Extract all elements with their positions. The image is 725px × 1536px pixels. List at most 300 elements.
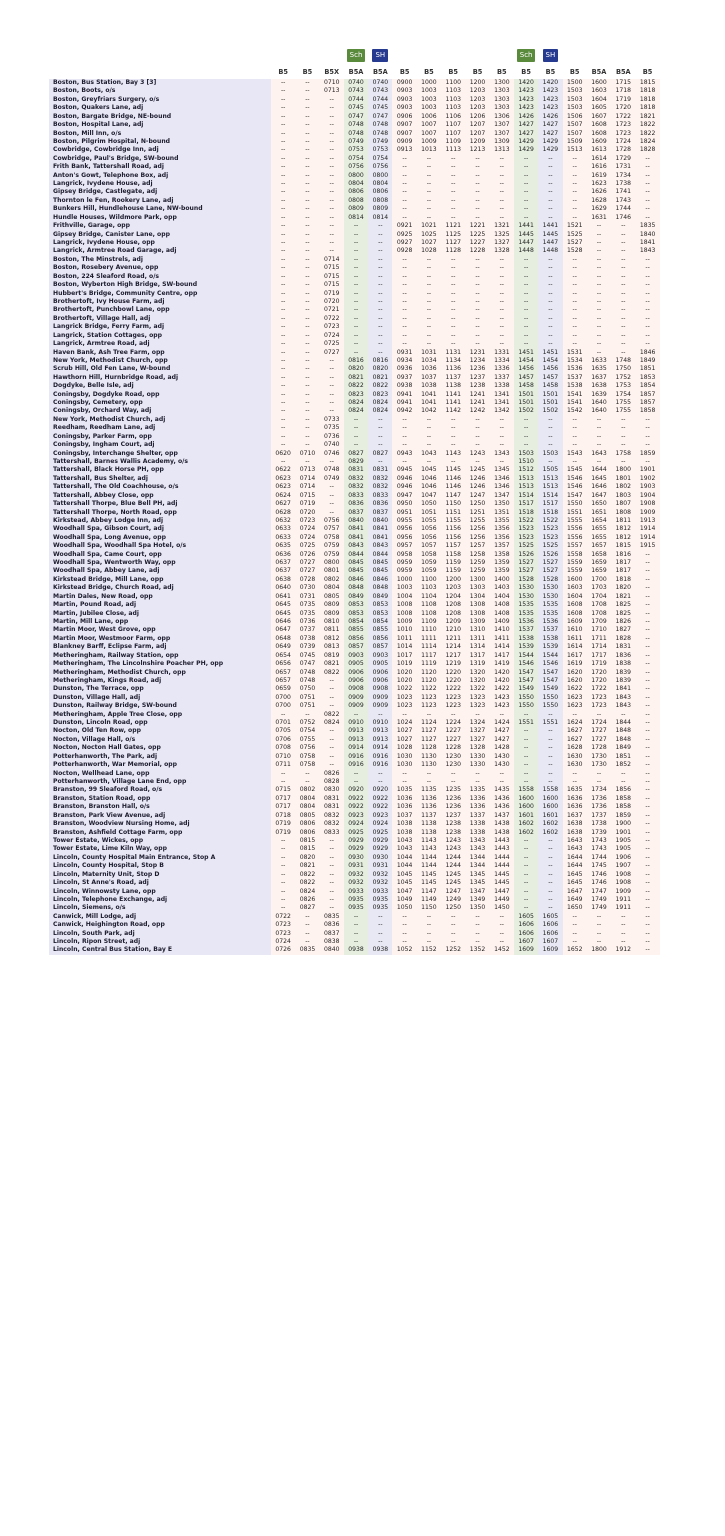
departure-time: -- <box>635 694 659 702</box>
departure-time: 1549 <box>538 685 562 693</box>
departure-time: -- <box>320 871 344 879</box>
departure-time: 1608 <box>563 610 587 618</box>
departure-time: -- <box>295 231 319 239</box>
departure-time: 1852 <box>611 761 635 769</box>
departure-time: 1527 <box>538 559 562 567</box>
departure-time: -- <box>271 273 295 281</box>
departure-time: 1644 <box>587 466 611 474</box>
departure-time: 1738 <box>587 820 611 828</box>
timetable-row <box>49 862 660 870</box>
departure-time: 1816 <box>611 551 635 559</box>
departure-time: 1507 <box>563 130 587 138</box>
departure-time: -- <box>392 332 416 340</box>
departure-time: -- <box>635 559 659 567</box>
departure-time: -- <box>344 290 368 298</box>
departure-time: -- <box>538 180 562 188</box>
departure-time: 1458 <box>538 382 562 390</box>
stop-name: Dunston, The Terrace, opp <box>49 685 271 693</box>
departure-time: -- <box>611 458 635 466</box>
departure-time: 1359 <box>490 567 514 575</box>
departure-time: -- <box>320 391 344 399</box>
departure-time: 1323 <box>465 694 489 702</box>
departure-time: 1058 <box>417 551 441 559</box>
departure-time: 1145 <box>417 879 441 887</box>
departure-time: -- <box>295 938 319 946</box>
departure-time: 0809 <box>344 205 368 213</box>
departure-time: -- <box>320 130 344 138</box>
departure-time: -- <box>320 854 344 862</box>
departure-time: 0809 <box>320 601 344 609</box>
route-number: B5 <box>271 65 295 79</box>
departure-time: 0719 <box>295 500 319 508</box>
departure-time: 1344 <box>465 862 489 870</box>
departure-time: 1645 <box>563 879 587 887</box>
departure-time: -- <box>538 315 562 323</box>
departure-time: 1122 <box>417 685 441 693</box>
departure-time: 1203 <box>441 584 465 592</box>
timetable-row <box>49 273 660 281</box>
departure-time: 1227 <box>465 239 489 247</box>
departure-time: 0931 <box>392 349 416 357</box>
departure-time: -- <box>563 433 587 441</box>
departure-time: 1311 <box>465 635 489 643</box>
timetable-row <box>49 677 660 685</box>
departure-time: -- <box>635 896 659 904</box>
departure-time: 1427 <box>514 130 538 138</box>
departure-time: 1010 <box>392 626 416 634</box>
departure-time: 1208 <box>441 610 465 618</box>
departure-time: 1550 <box>563 500 587 508</box>
stop-name: Coningsby, Parker Farm, opp <box>49 433 271 441</box>
timetable-row <box>49 854 660 862</box>
departure-time: -- <box>465 323 489 331</box>
departure-time: 0821 <box>344 374 368 382</box>
stop-name: New York, Methodist Church, opp <box>49 357 271 365</box>
stop-name: Cowbridge, Paul's Bridge, SW-bound <box>49 155 271 163</box>
departure-time: -- <box>320 113 344 121</box>
departure-time: 1525 <box>563 231 587 239</box>
stop-name: Brothertoft, Village Hall, adj <box>49 315 271 323</box>
departure-time: -- <box>441 711 465 719</box>
departure-time: 1807 <box>611 500 635 508</box>
departure-time: -- <box>271 837 295 845</box>
departure-time: 0930 <box>344 854 368 862</box>
departure-time: -- <box>514 753 538 761</box>
timetable-row <box>49 222 660 230</box>
departure-time: -- <box>490 281 514 289</box>
departure-time: -- <box>514 416 538 424</box>
departure-time: 0848 <box>368 584 392 592</box>
departure-time: -- <box>295 323 319 331</box>
departure-time: -- <box>271 382 295 390</box>
departure-time: 0701 <box>271 719 295 727</box>
departure-time: 0835 <box>295 946 319 954</box>
departure-time: -- <box>465 188 489 196</box>
timetable-row <box>49 315 660 323</box>
departure-time: 1546 <box>514 660 538 668</box>
route-number: B5 <box>490 65 514 79</box>
stop-name: Metheringham, Kings Road, adj <box>49 677 271 685</box>
departure-time: -- <box>514 845 538 853</box>
departure-time: -- <box>635 778 659 786</box>
departure-time: 1336 <box>465 795 489 803</box>
departure-time: 1710 <box>587 626 611 634</box>
departure-time: 1914 <box>635 525 659 533</box>
departure-time: -- <box>295 290 319 298</box>
departure-time: -- <box>320 163 344 171</box>
departure-time: 0905 <box>368 660 392 668</box>
departure-time: 0800 <box>368 172 392 180</box>
departure-time: 1526 <box>538 551 562 559</box>
departure-time: 1210 <box>441 626 465 634</box>
departure-time: 1130 <box>417 761 441 769</box>
departure-time: -- <box>514 896 538 904</box>
departure-time: 1008 <box>392 610 416 618</box>
departure-time: 0833 <box>368 492 392 500</box>
stop-name: Woodhall Spa, Long Avenue, opp <box>49 534 271 542</box>
departure-time: -- <box>635 172 659 180</box>
timetable-row <box>49 736 660 744</box>
departure-time: -- <box>320 96 344 104</box>
departure-time: 1420 <box>538 79 562 87</box>
departure-time: 1227 <box>441 736 465 744</box>
departure-time: -- <box>368 441 392 449</box>
departure-time: 1303 <box>490 96 514 104</box>
departure-time: 1643 <box>563 845 587 853</box>
departure-time: 0922 <box>368 795 392 803</box>
departure-time: 1802 <box>611 483 635 491</box>
departure-time: 1203 <box>465 87 489 95</box>
timetable-row <box>49 660 660 668</box>
departure-time: -- <box>344 256 368 264</box>
departure-time: 0743 <box>368 87 392 95</box>
departure-time: 1447 <box>538 239 562 247</box>
departure-time: 1043 <box>392 845 416 853</box>
departure-time: 1314 <box>465 643 489 651</box>
departure-time: -- <box>514 315 538 323</box>
departure-time: 1044 <box>392 862 416 870</box>
departure-time: 0946 <box>392 483 416 491</box>
departure-time: -- <box>417 298 441 306</box>
departure-time: 0745 <box>368 104 392 112</box>
departure-time: 1223 <box>441 694 465 702</box>
stop-name: Tattershall, Black Horse PH, opp <box>49 466 271 474</box>
departure-time: 1846 <box>635 349 659 357</box>
departure-time: 0837 <box>344 509 368 517</box>
departure-time: 1854 <box>635 382 659 390</box>
timetable-row <box>49 635 660 643</box>
departure-time: 1027 <box>392 736 416 744</box>
departure-time: 0753 <box>368 146 392 154</box>
departure-time: -- <box>538 879 562 887</box>
departure-time: -- <box>514 205 538 213</box>
departure-time: -- <box>271 298 295 306</box>
departure-time: 0801 <box>320 567 344 575</box>
departure-time: 1720 <box>587 669 611 677</box>
departure-time: 0823 <box>368 391 392 399</box>
timetable-row <box>49 770 660 778</box>
departure-time: 1235 <box>441 786 465 794</box>
departure-time: 1246 <box>465 475 489 483</box>
departure-time: 1723 <box>611 121 635 129</box>
departure-time: 0845 <box>344 559 368 567</box>
departure-time: 1145 <box>417 871 441 879</box>
departure-time: 1307 <box>490 121 514 129</box>
departure-time: 0838 <box>320 938 344 946</box>
departure-time: 1024 <box>392 719 416 727</box>
departure-time: 0957 <box>392 542 416 550</box>
departure-time: -- <box>514 871 538 879</box>
departure-time: 1528 <box>514 576 538 584</box>
stop-name: Lincoln, St Anne's Road, adj <box>49 879 271 887</box>
departure-time: -- <box>271 281 295 289</box>
departure-time: 0909 <box>344 702 368 710</box>
departure-time: 1543 <box>563 450 587 458</box>
badge-cell <box>368 47 392 65</box>
departure-time: 1824 <box>635 138 659 146</box>
departure-time: 1522 <box>538 517 562 525</box>
departure-time: 1651 <box>587 509 611 517</box>
departure-time: 1526 <box>514 551 538 559</box>
departure-time: 0719 <box>271 820 295 828</box>
departure-time: 1436 <box>490 803 514 811</box>
departure-time: 0837 <box>320 930 344 938</box>
departure-time: -- <box>538 273 562 281</box>
departure-time: 1547 <box>538 669 562 677</box>
departure-time: -- <box>635 298 659 306</box>
departure-time: 0722 <box>271 913 295 921</box>
departure-time: 1501 <box>514 399 538 407</box>
departure-time: -- <box>538 778 562 786</box>
departure-time: 1047 <box>392 888 416 896</box>
departure-time: 0721 <box>320 306 344 314</box>
stop-name: Tower Estate, Lime Kiln Way, opp <box>49 845 271 853</box>
departure-time: 1417 <box>490 652 514 660</box>
departure-time: 1607 <box>538 938 562 946</box>
departure-time: -- <box>417 458 441 466</box>
timetable-row <box>49 702 660 710</box>
departure-time: 0922 <box>344 795 368 803</box>
departure-time: 0726 <box>295 551 319 559</box>
departure-time: -- <box>295 399 319 407</box>
departure-time: 1611 <box>563 635 587 643</box>
departure-time: 1531 <box>563 349 587 357</box>
timetable-row <box>49 433 660 441</box>
departure-time: 1728 <box>611 146 635 154</box>
stop-name: Boston, Mill Inn, o/s <box>49 130 271 138</box>
departure-time: -- <box>587 290 611 298</box>
departure-time: -- <box>465 711 489 719</box>
departure-time: 0831 <box>320 795 344 803</box>
departure-time: -- <box>635 593 659 601</box>
departure-time: -- <box>587 323 611 331</box>
departure-time: -- <box>635 433 659 441</box>
stop-name: Boston, Boots, o/s <box>49 87 271 95</box>
departure-time: 0815 <box>295 845 319 853</box>
departure-time: -- <box>295 382 319 390</box>
departure-time: -- <box>635 256 659 264</box>
departure-time: -- <box>538 871 562 879</box>
departure-time: -- <box>635 315 659 323</box>
departure-time: 1000 <box>392 576 416 584</box>
departure-time: -- <box>271 374 295 382</box>
departure-time: 1536 <box>538 618 562 626</box>
departure-time: 0906 <box>344 677 368 685</box>
departure-time: -- <box>271 96 295 104</box>
departure-time: -- <box>417 930 441 938</box>
departure-time: 1844 <box>611 719 635 727</box>
departure-time: 1501 <box>514 391 538 399</box>
stop-name: Kirkstead, Abbey Lodge Inn, adj <box>49 517 271 525</box>
departure-time: -- <box>490 155 514 163</box>
departure-time: 1237 <box>441 812 465 820</box>
departure-time: -- <box>514 711 538 719</box>
departure-time: 0822 <box>295 879 319 887</box>
departure-time: 0715 <box>295 492 319 500</box>
departure-time: 0935 <box>344 896 368 904</box>
departure-time: -- <box>538 155 562 163</box>
departure-time: -- <box>490 416 514 424</box>
departure-time: 1643 <box>587 450 611 458</box>
departure-time: 1803 <box>611 492 635 500</box>
departure-time: 1445 <box>490 879 514 887</box>
departure-time: -- <box>587 433 611 441</box>
departure-time: 1003 <box>417 104 441 112</box>
departure-time: -- <box>514 904 538 912</box>
departure-time: 1904 <box>635 492 659 500</box>
timetable-row <box>49 87 660 95</box>
timetable-row <box>49 172 660 180</box>
departure-time: 1137 <box>441 374 465 382</box>
departure-time: 1457 <box>538 374 562 382</box>
departure-time: 0624 <box>271 492 295 500</box>
route-number: B5 <box>538 65 562 79</box>
departure-time: 1304 <box>465 593 489 601</box>
departure-time: 0749 <box>320 475 344 483</box>
stop-name: Scrub Hill, Old Fen Lane, W-bound <box>49 365 271 373</box>
departure-time: -- <box>587 256 611 264</box>
stop-name: Haven Bank, Ash Tree Farm, opp <box>49 349 271 357</box>
departure-time: 0822 <box>320 669 344 677</box>
departure-time: 0706 <box>271 736 295 744</box>
departure-time: 1746 <box>587 871 611 879</box>
departure-time: -- <box>635 736 659 744</box>
departure-time: 1028 <box>392 744 416 752</box>
departure-time: -- <box>490 306 514 314</box>
departure-time: 0657 <box>271 677 295 685</box>
timetable-row <box>49 786 660 794</box>
stop-name: Canwick, Mill Lodge, adj <box>49 913 271 921</box>
departure-time: 1711 <box>587 635 611 643</box>
departure-time: 1754 <box>611 391 635 399</box>
departure-time: -- <box>320 399 344 407</box>
departure-time: 1848 <box>611 736 635 744</box>
departure-time: 1527 <box>514 559 538 567</box>
stop-name: Tattershall, Abbey Close, opp <box>49 492 271 500</box>
departure-time: -- <box>538 340 562 348</box>
departure-time: 1749 <box>587 896 611 904</box>
departure-time: 1909 <box>611 888 635 896</box>
departure-time: -- <box>635 803 659 811</box>
departure-time: 1527 <box>563 239 587 247</box>
departure-time: 0934 <box>392 357 416 365</box>
departure-time: 0931 <box>368 862 392 870</box>
departure-time: -- <box>417 323 441 331</box>
departure-time: 1851 <box>635 365 659 373</box>
school-holidays-badge: SH <box>543 49 559 62</box>
timetable-row <box>49 180 660 188</box>
departure-time: -- <box>344 930 368 938</box>
timetable-row <box>49 104 660 112</box>
departure-time: -- <box>320 727 344 735</box>
departure-time: 0815 <box>295 837 319 845</box>
departure-time: 1346 <box>490 483 514 491</box>
departure-time: 0928 <box>392 247 416 255</box>
departure-time: 1423 <box>538 87 562 95</box>
departure-time: -- <box>344 913 368 921</box>
departure-time: 0727 <box>320 349 344 357</box>
departure-time: -- <box>635 938 659 946</box>
departure-time: 1209 <box>441 618 465 626</box>
departure-time: 1344 <box>465 854 489 862</box>
departure-time: 1607 <box>587 113 611 121</box>
departure-time: 1746 <box>587 879 611 887</box>
departure-time: -- <box>538 837 562 845</box>
departure-time: -- <box>441 264 465 272</box>
badge-cell <box>563 47 587 65</box>
departure-time: 1828 <box>611 635 635 643</box>
departure-time: 1636 <box>563 803 587 811</box>
departure-time: -- <box>295 87 319 95</box>
departure-time: 1538 <box>538 635 562 643</box>
departure-time: -- <box>441 172 465 180</box>
departure-time: 1623 <box>587 180 611 188</box>
departure-time: 1423 <box>490 702 514 710</box>
departure-time: 1800 <box>587 946 611 954</box>
route-number: B5A <box>344 65 368 79</box>
departure-time: -- <box>271 896 295 904</box>
departure-time: 0725 <box>295 542 319 550</box>
departure-time: 1458 <box>514 382 538 390</box>
departure-time: -- <box>344 938 368 946</box>
departure-time: 1853 <box>635 374 659 382</box>
badge-cell <box>344 47 368 65</box>
departure-time: 1723 <box>587 702 611 710</box>
timetable-row <box>49 357 660 365</box>
departure-time: -- <box>635 188 659 196</box>
timetable-row <box>49 534 660 542</box>
departure-time: 1007 <box>417 130 441 138</box>
departure-time: 0923 <box>368 812 392 820</box>
departure-time: 1546 <box>563 483 587 491</box>
departure-time: 1657 <box>587 542 611 550</box>
timetable-row <box>49 837 660 845</box>
departure-time: -- <box>271 247 295 255</box>
departure-time: -- <box>295 256 319 264</box>
departure-time: -- <box>344 349 368 357</box>
departure-time: 0723 <box>320 323 344 331</box>
departure-time: -- <box>271 862 295 870</box>
departure-time: 1255 <box>465 517 489 525</box>
departure-time: 1745 <box>587 862 611 870</box>
departure-time: 1045 <box>417 466 441 474</box>
departure-time: -- <box>320 677 344 685</box>
departure-time: 1616 <box>587 163 611 171</box>
stop-name: Blankney Barff, Eclipse Farm, adj <box>49 643 271 651</box>
departure-time: 1203 <box>465 104 489 112</box>
departure-time: -- <box>635 323 659 331</box>
departure-time: -- <box>490 290 514 298</box>
